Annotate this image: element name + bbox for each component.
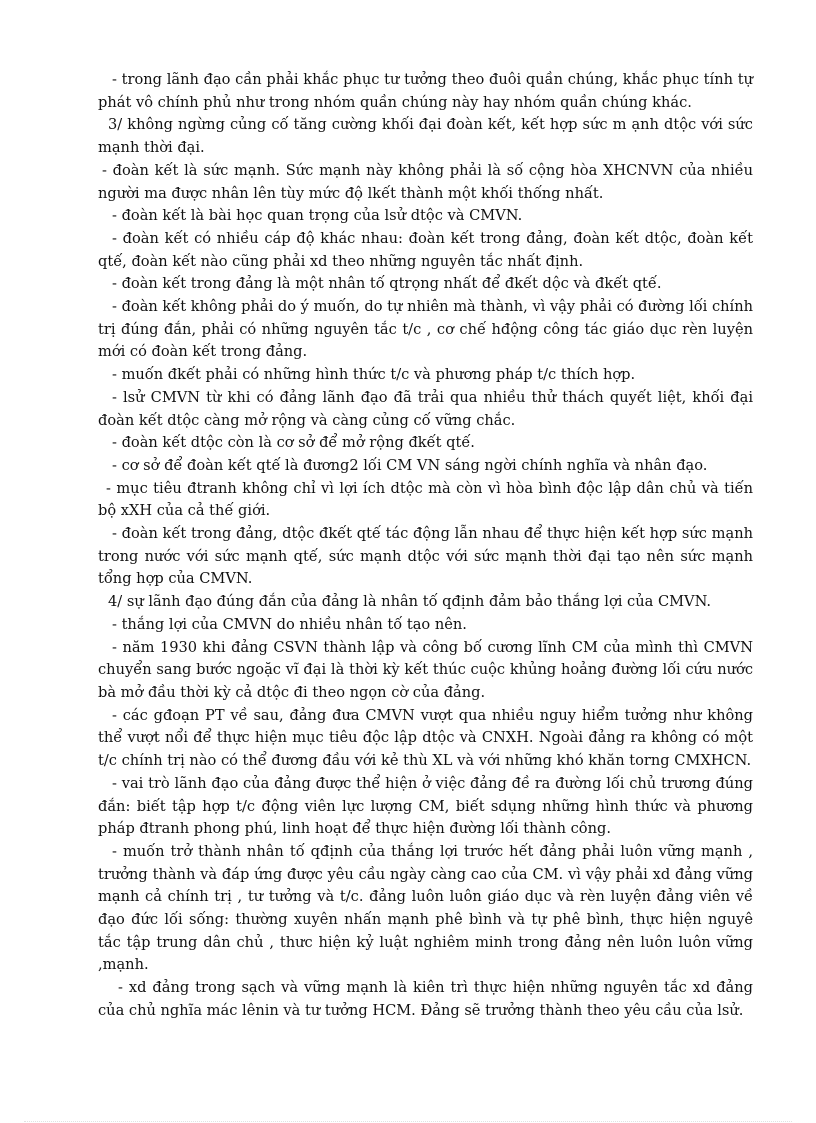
paragraph-2: - đoàn kết là sức mạnh. Sức mạnh này không phải là số cộng hòa XHCNVN của nhiều người ma được nhân lên tùy mức độ lkết thành một khối thống nhất. [98,161,753,202]
paragraph-16: - vai trò lãnh đạo của đảng được thể hiện ở việc đảng đề ra đường lối chủ trương đúng đắn: biết tập hợp t/c động viên lực lượng CM, biết sdụng những hình thức và phương pháp đtranh phong phú, linh hoạt để thực hiện đường lối thành công. [98,774,753,838]
document-body [98,69,753,1023]
section-heading-3: 3/ không ngừng củng cố tăng cường khối đại đoàn kết, kết hợp sức m ạnh dtộc với sức mạnh thời đại. [98,116,753,157]
paragraph-8: - lsử CMVN từ khi có đảng lãnh đạo đã trải qua nhiều thử thách quyết liệt, khối đại đoàn kết dtộc càng mở rộng và càng củng cố vững chắc. [98,388,753,429]
paragraph-18: - xd đảng trong sạch và vững mạnh là kiên trì thực hiện những nguyên tắc xd đảng của chủ nghĩa mác lênin và tư tưởng HCM. Đảng sẽ trưởng thành theo yêu cầu của lsử. [98,979,753,1019]
paragraph-4: - đoàn kết có nhiều cáp độ khác nhau: đoàn kết trong đảng, đoàn kết dtộc, đoàn kết qtế, đoàn kết nào cũng phải xd theo những nguyên tắc nhất định. [98,229,753,270]
section-heading-4: 4/ sự lãnh đạo đúng đắn của đảng là nhân tố qđịnh đảm bảo thắng lợi của CMVN. [108,593,712,611]
paragraph-5: - đoàn kết trong đảng là một nhân tố qtrọng nhất để đkết dộc và đkết qtế. [112,275,662,293]
paragraph-1: - trong lãnh đạo cần phải khắc phục tư tưởng theo đuôi quần chúng, khắc phục tính tự phát vô chính phủ như trong nhóm quần chúng này hay nhóm quần chúng khác. [98,71,753,111]
paragraph-3: - đoàn kết là bài học quan trọng của lsử dtộc và CMVN. [112,207,523,225]
paragraph-13: - thắng lợi của CMVN do nhiều nhân tố tạo nên. [112,615,467,633]
page-bottom-dotted-rule [24,1121,792,1122]
paragraph-9: - đoàn kết dtộc còn là cơ sở để mở rộng đkết qtế. [112,434,475,452]
paragraph-14: - năm 1930 khi đảng CSVN thành lập và công bố cương lĩnh CM của mình thì CMVN chuyển sang bước ngoặc vĩ đại là thời kỳ kết thúc cuộc khủng hoảng đường lối cứu nước bà mở đầu thời kỳ cả dtộc đi theo ngọn cờ của đảng. [98,638,753,701]
paragraph-10: - cơ sở để đoàn kết qtế là đương2 lối CM VN sáng ngời chính nghĩa và nhân đạo. [112,456,708,474]
paragraph-12: - đoàn kết trong đảng, dtộc đkết qtế tác động lẫn nhau để thực hiện kết hợp sức mạnh trong nước với sức mạnh qtế, sức mạnh dtộc với sức mạnh thời đại tạo nên sức mạnh tổng hợp của CMVN. [98,525,753,588]
paragraph-11: - mục tiêu đtranh không chỉ vì lợi ích dtộc mà còn vì hòa bình độc lập dân chủ và tiến bộ xXH của cả thế giới. [98,479,753,520]
paragraph-6: - đoàn kết không phải do ý muốn, do tự nhiên mà thành, vì vậy phải có đường lối chính trị đúng đắn, phải có những nguyên tắc t/c , cơ chế hđộng công tác giáo dục rèn luyện mới có đoàn kết trong đảng. [98,298,754,361]
paragraph-17: - muốn trở thành nhân tố qđịnh của thắng lợi trước hết đảng phải luôn vững mạnh , trưởng thành và đáp ứng được yêu cầu ngày càng cao của CM. vì vậy phải xd đảng vững mạnh cả chính trị , tư tưởng và t/c. đảng luôn luôn giáo dục và rèn luyện đảng viên về đạo đức lối sống: thường xuyên nhấn mạnh phê bình và tự phê bình, thực hiện nguyê tắc tập trung dân chủ , thưc hiện kỷ luật nghiêm minh trong đảng nên luôn luôn vững ,mạnh. [98,842,753,974]
paragraph-7: - muốn đkết phải có những hình thức t/c và phương pháp t/c thích hợp. [112,366,636,384]
paragraph-15: - các gđoạn PT về sau, đảng đưa CMVN vượt qua nhiều nguy hiểm tưởng như không thể vượt nổi để thực hiện mục tiêu độc lập dtộc và CNXH. Ngoài đảng ra không có một t/c chính trị nào có thể đương đầu với kẻ thù XL và với những khó khăn torng CMXHCN. [98,706,753,770]
